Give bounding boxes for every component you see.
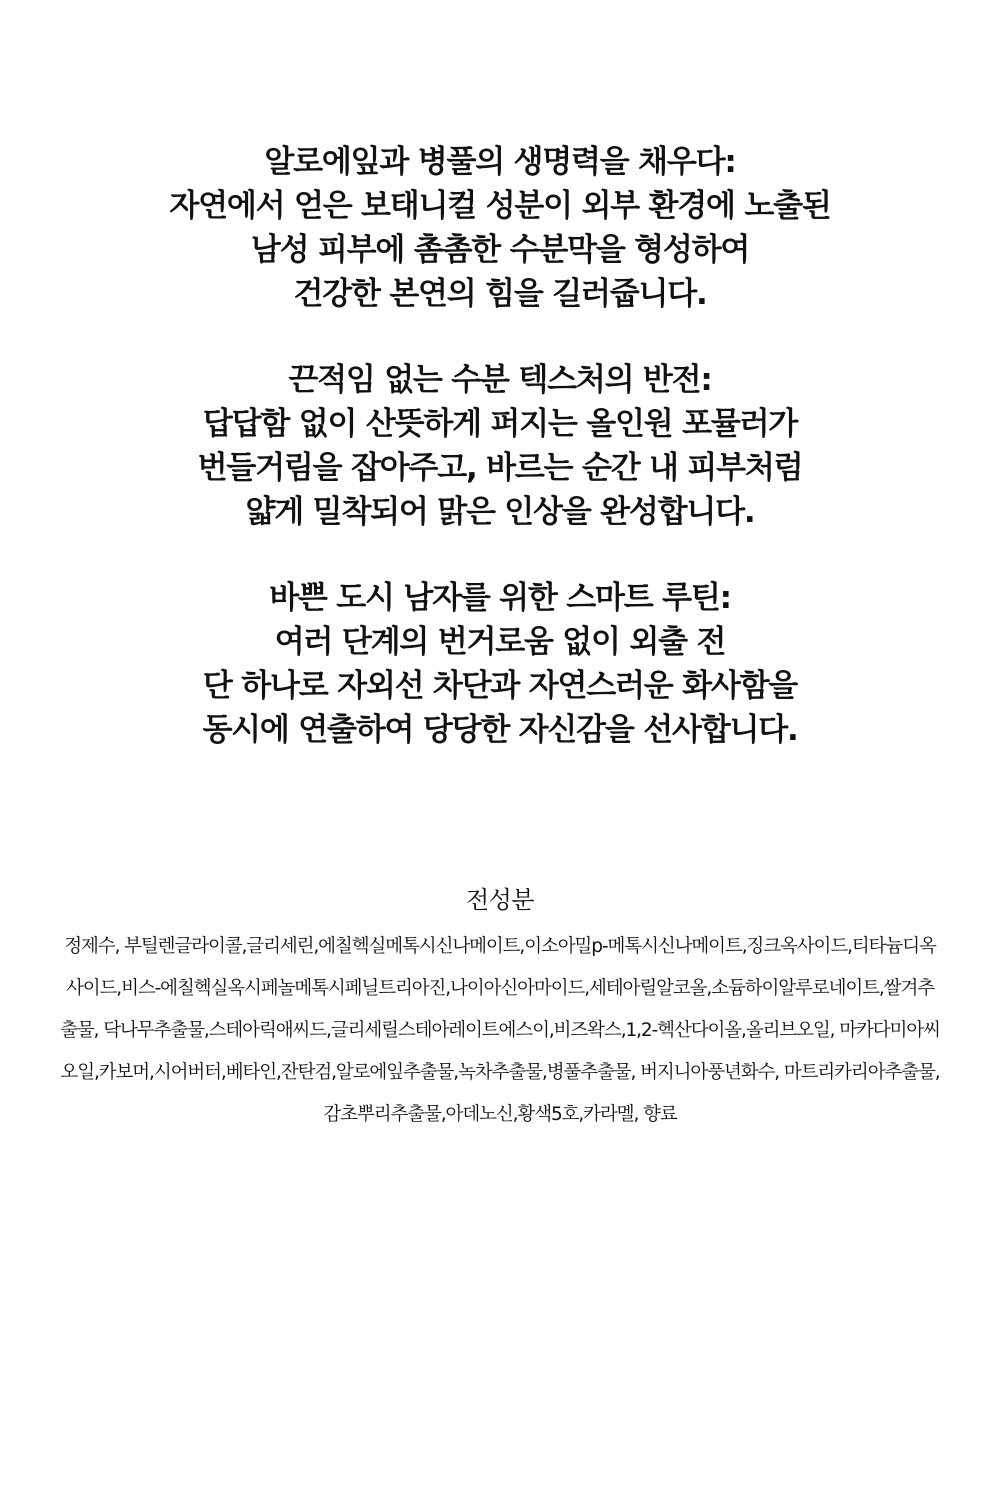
ingredients-title: 전성분 (465, 886, 535, 914)
intro-line: 답답함 없이 산뜻하게 퍼지는 올인원 포뮬러가 (202, 406, 798, 442)
ingredients-section (60, 880, 940, 1136)
intro-block-1 (0, 140, 1000, 316)
intro-line: 끈적임 없는 수분 텍스처의 반전: (288, 362, 712, 398)
intro-line: 여러 단계의 번거로움 없이 외출 전 (274, 624, 726, 660)
intro-line: 건강한 본연의 힘을 길러줍니다. (293, 276, 707, 312)
intro-line: 남성 피부에 촘촘한 수분막을 형성하여 (250, 232, 750, 268)
intro-line: 알로에잎과 병풀의 생명력을 채우다: (264, 144, 736, 180)
intro-line: 얇게 밀착되어 맑은 인상을 완성합니다. (245, 494, 755, 530)
intro-line: 바쁜 도시 남자를 위한 스마트 루틴: (269, 580, 731, 616)
intro-block-2 (0, 358, 1000, 534)
intro-line: 자연에서 얻은 보태니컬 성분이 외부 환경에 노출된 (169, 188, 831, 224)
intro-line: 번들거림을 잡아주고, 바르는 순간 내 피부처럼 (197, 450, 803, 486)
ingredients-list: 정제수, 부틸렌글라이콜,글리세린,에칠헥실메톡시신나메이트,이소아밀p-메톡시신나메이트,징크옥사이드,티타늄디옥사이드,비스-에칠헥실옥시페놀메톡시페닐트리아진,나이아신아마이드,세테아릴알코올,소듐하이알루로네이트,쌀겨추출물, 닥나무추출물,스테아릭애씨드,글리세릴스테아레이트에스이,비즈왁스,1,2-헥산다이올,올리브오일, 마카다미아씨오일,카보머,시어버터,베타인,잔탄검,알로에잎추출물,녹차추출물,병풀추출물, 버지니아풍년화수, 마트리카리아추출물,감초뿌리추출물,아데노신,황색5호,카라멜, 향료 (60, 936, 940, 1125)
intro-copy (0, 140, 1000, 794)
intro-line: 단 하나로 자외선 차단과 자연스러운 화사함을 (202, 668, 798, 704)
intro-block-3 (0, 576, 1000, 752)
intro-line: 동시에 연출하여 당당한 자신감을 선사합니다. (202, 712, 798, 748)
